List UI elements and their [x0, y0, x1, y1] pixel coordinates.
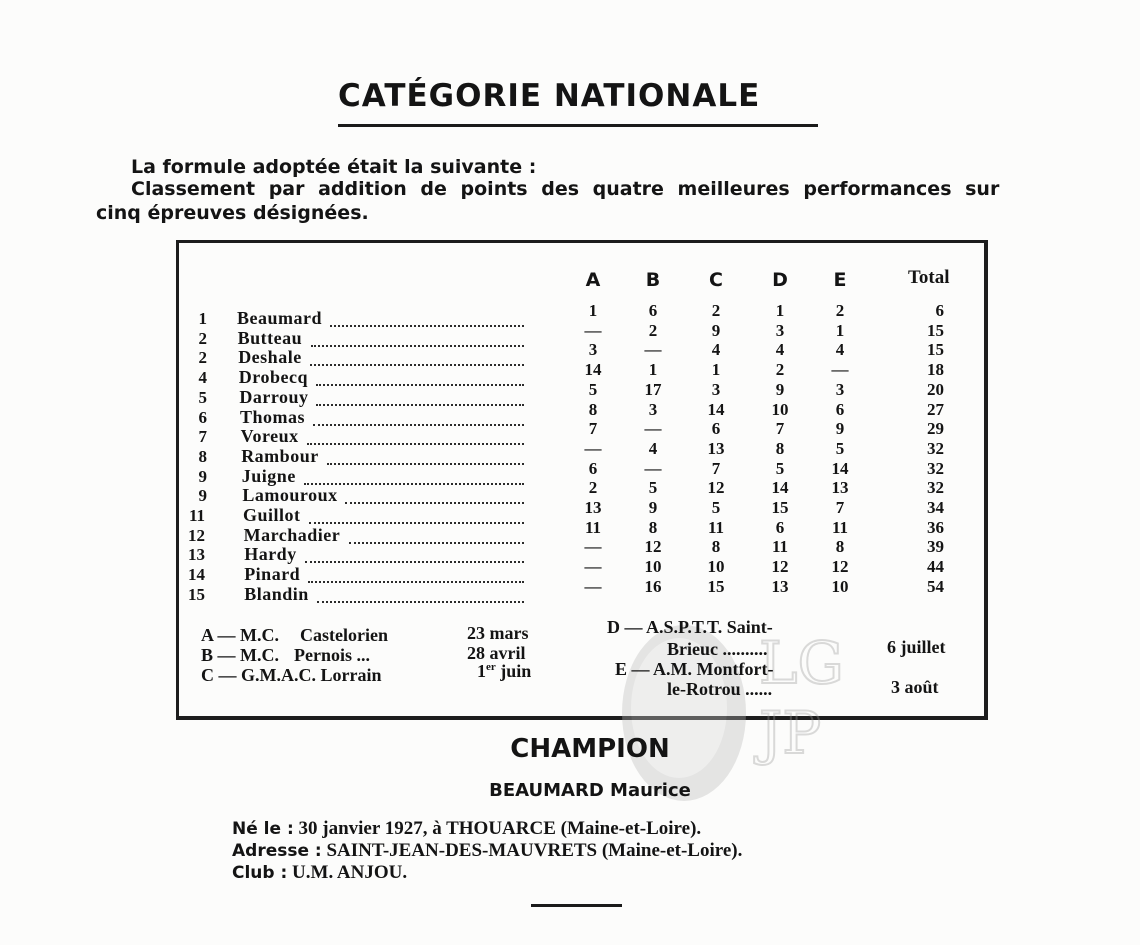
column-header-b: B [645, 269, 661, 291]
row-total: 34 [927, 498, 944, 517]
intro-line-3: cinq épreuves désignées. [96, 202, 369, 224]
row-score-e: 5 [835, 438, 845, 458]
row-leader-dots [310, 364, 524, 366]
row-leader-dots [311, 345, 524, 347]
column-header-total: Total [908, 267, 950, 288]
row-rank: 2 [198, 348, 207, 368]
row-leader-dots [316, 384, 524, 386]
row-total: 6 [935, 301, 944, 320]
row-rank: 9 [198, 486, 207, 506]
champion-address [232, 840, 742, 862]
row-total: 20 [927, 379, 944, 399]
legend-b-club: Pernois ... [294, 645, 370, 665]
row-score-a: — [584, 438, 602, 458]
row-rank: 7 [198, 427, 207, 447]
row-rank: 15 [188, 584, 205, 604]
row-rank: 9 [198, 466, 207, 486]
champion-name: BEAUMARD Maurice [489, 780, 691, 801]
row-score-c: 5 [711, 498, 721, 517]
row-score-b: 9 [648, 498, 658, 517]
row-rank: 11 [188, 506, 205, 525]
svg-text:LG: LG [759, 629, 844, 697]
row-rank: 14 [188, 565, 205, 585]
row-name: Blandin [244, 583, 309, 604]
legend-c-date-num: 1 [477, 661, 486, 681]
row-total: 39 [927, 537, 944, 557]
row-leader-dots [330, 325, 524, 327]
row-score-e: 2 [835, 301, 845, 320]
row-score-c: 11 [707, 517, 725, 537]
row-score-b: — [644, 458, 662, 478]
legend-e-line2: le-Rotrou ...... [667, 679, 773, 699]
svg-text:JP: JP [759, 699, 822, 767]
row-leader-dots [317, 601, 524, 603]
address-value: SAINT-JEAN-DES-MAUVRETS (Maine-et-Loire). [326, 840, 743, 861]
row-score-d: 1 [775, 301, 785, 320]
row-name: Voreux [240, 426, 299, 447]
row-name: Deshale [238, 347, 302, 368]
title-underline [338, 124, 818, 127]
legend-b [201, 645, 370, 666]
row-score-e: 14 [831, 458, 849, 478]
row-name: Rambour [241, 445, 319, 466]
row-rank: 5 [198, 387, 207, 407]
row-score-e: — [831, 360, 849, 380]
intro-line-1: La formule adoptée était la suivante : [131, 156, 537, 178]
page-title: CATÉGORIE NATIONALE [338, 78, 761, 114]
legend-b-date: 28 avril [467, 643, 526, 663]
row-name: Marchadier [243, 524, 341, 545]
row-total: 32 [927, 438, 944, 458]
row-name: Hardy [244, 544, 297, 565]
row-score-b: 16 [644, 576, 662, 596]
champion-club [232, 862, 407, 884]
row-score-c: 13 [707, 438, 725, 458]
row-score-b: 6 [648, 301, 658, 320]
row-rank: 12 [188, 525, 205, 545]
row-score-e: 6 [835, 399, 845, 419]
row-score-b: 1 [648, 360, 658, 380]
row-score-e: 1 [835, 320, 845, 340]
row-rank: 8 [198, 446, 207, 466]
row-name: Drobecq [238, 367, 308, 388]
row-score-a: 3 [588, 340, 598, 360]
legend-c-club: G.M.A.C. Lorrain [241, 665, 382, 685]
legend-a [201, 625, 388, 646]
row-score-d: 9 [775, 379, 785, 399]
row-score-c: 14 [707, 399, 725, 419]
column-header-c: C [709, 269, 723, 291]
row-name: Butteau [237, 327, 303, 348]
row-score-d: 8 [775, 438, 785, 458]
row-score-e: 8 [835, 537, 845, 557]
row-score-a: 1 [588, 301, 598, 320]
row-score-e: 3 [835, 379, 845, 399]
row-score-c: 1 [711, 360, 721, 380]
row-score-e: 9 [835, 419, 845, 439]
row-leader-dots [349, 542, 524, 544]
row-score-c: 15 [707, 576, 725, 596]
row-score-b: 17 [644, 379, 662, 399]
row-score-a: 2 [588, 478, 598, 498]
legend-e-date: 3 août [891, 677, 939, 697]
row-score-b: 3 [648, 399, 658, 419]
row-score-b: 4 [648, 438, 658, 458]
row-score-a: — [584, 320, 602, 340]
row-name: Juigne [241, 465, 296, 486]
row-total: 29 [927, 419, 944, 439]
legend-b-prefix: B — M.C. [201, 645, 279, 665]
birth-label: Né le : [232, 819, 294, 839]
legend-c-date [477, 661, 531, 682]
legend-a-prefix: A — M.C. [201, 625, 279, 645]
row-score-a: 8 [588, 399, 598, 419]
legend-d-date: 6 juillet [887, 637, 946, 657]
legend-a-date: 23 mars [467, 623, 529, 643]
row-total: 15 [927, 320, 944, 340]
row-score-a: — [584, 557, 602, 577]
row-score-d: 3 [775, 320, 785, 340]
row-leader-dots [327, 463, 524, 465]
row-total: 36 [927, 517, 944, 537]
row-score-b: 12 [644, 537, 662, 557]
row-score-b: — [644, 419, 662, 439]
row-score-b: 2 [648, 320, 658, 340]
row-rank: 1 [198, 309, 207, 328]
row-total: 18 [927, 360, 944, 380]
row-name: Darrouy [239, 386, 309, 407]
row-score-d: 14 [771, 478, 789, 498]
row-score-c: 2 [711, 301, 721, 320]
row-score-d: 4 [775, 340, 785, 360]
row-score-c: 6 [711, 419, 721, 439]
row-leader-dots [309, 522, 524, 524]
row-score-a: 11 [584, 517, 602, 537]
row-score-a: 7 [588, 419, 598, 439]
legend-a-club: Castelorien [300, 625, 388, 645]
row-score-d: 6 [775, 517, 785, 537]
champion-birth [232, 818, 701, 840]
legend-d-line1: D — A.S.P.T.T. Saint- [607, 617, 773, 637]
row-leader-dots [308, 581, 524, 583]
row-score-e: 13 [831, 478, 849, 498]
row-score-d: 15 [771, 498, 789, 517]
row-score-e: 4 [835, 340, 845, 360]
club-value: U.M. ANJOU. [292, 862, 408, 883]
column-header-d: D [772, 269, 788, 291]
row-leader-dots [307, 443, 524, 445]
champion-heading: CHAMPION [510, 734, 670, 764]
row-name: Thomas [240, 406, 306, 427]
row-total: 32 [927, 478, 944, 498]
row-total: 44 [927, 557, 944, 577]
row-name: Guillot [243, 505, 301, 525]
legend-c-date-rest: juin [500, 661, 532, 681]
row-score-a: 6 [588, 458, 598, 478]
row-score-a: — [584, 537, 602, 557]
legend-d-line2: Brieuc .......... [667, 639, 768, 659]
intro-line-2: Classement par addition de points des quatre meilleures performances sur [131, 178, 1000, 200]
row-leader-dots [305, 561, 524, 563]
row-score-c: 9 [711, 320, 721, 340]
row-rank: 2 [198, 328, 207, 348]
row-score-c: 7 [711, 458, 721, 478]
row-rank: 4 [198, 368, 207, 388]
row-score-b: 5 [648, 478, 658, 498]
row-total: 32 [927, 458, 944, 478]
row-score-a: — [584, 576, 602, 596]
row-score-c: 3 [711, 379, 721, 399]
row-score-d: 12 [771, 557, 789, 577]
row-total: 15 [927, 340, 944, 360]
row-score-d: 5 [775, 458, 785, 478]
row-rank: 6 [198, 407, 207, 427]
club-label: Club : [232, 863, 288, 883]
row-leader-dots [316, 404, 524, 406]
column-header-a: A [585, 269, 601, 291]
row-score-e: 7 [835, 498, 845, 517]
row-rank: 13 [188, 545, 205, 565]
row-score-d: 2 [775, 360, 785, 380]
row-score-c: 12 [707, 478, 725, 498]
row-score-d: 7 [775, 419, 785, 439]
row-score-e: 11 [831, 517, 849, 537]
row-score-c: 8 [711, 537, 721, 557]
row-score-b: — [644, 340, 662, 360]
row-score-d: 10 [771, 399, 789, 419]
row-leader-dots [345, 502, 524, 504]
row-score-b: 10 [644, 557, 662, 577]
legend-e-line1: E — A.M. Montfort- [615, 659, 774, 679]
row-score-b: 8 [648, 517, 658, 537]
row-score-d: 11 [771, 537, 789, 557]
birth-value: 30 janvier 1927, à THOUARCE (Maine-et-Loire). [298, 818, 702, 839]
row-score-a: 14 [584, 360, 602, 380]
row-leader-dots [313, 424, 524, 426]
row-score-a: 13 [584, 498, 602, 517]
legend-c-prefix: C — [201, 665, 237, 685]
column-header-e: E [833, 269, 847, 291]
row-score-e: 10 [831, 576, 849, 596]
row-score-a: 5 [588, 379, 598, 399]
closing-rule [531, 904, 622, 907]
row-score-e: 12 [831, 557, 849, 577]
row-score-c: 10 [707, 557, 725, 577]
legend-c-date-sup: er [486, 661, 496, 673]
row-name: Pinard [244, 564, 301, 585]
row-leader-dots [304, 483, 524, 485]
row-total: 27 [927, 399, 944, 419]
row-name: Beaumard [237, 308, 322, 328]
row-score-c: 4 [711, 340, 721, 360]
legend-c [201, 665, 381, 686]
row-score-d: 13 [771, 576, 789, 596]
row-name: Lamouroux [242, 485, 338, 506]
row-total: 54 [927, 576, 944, 596]
address-label: Adresse : [232, 841, 322, 861]
